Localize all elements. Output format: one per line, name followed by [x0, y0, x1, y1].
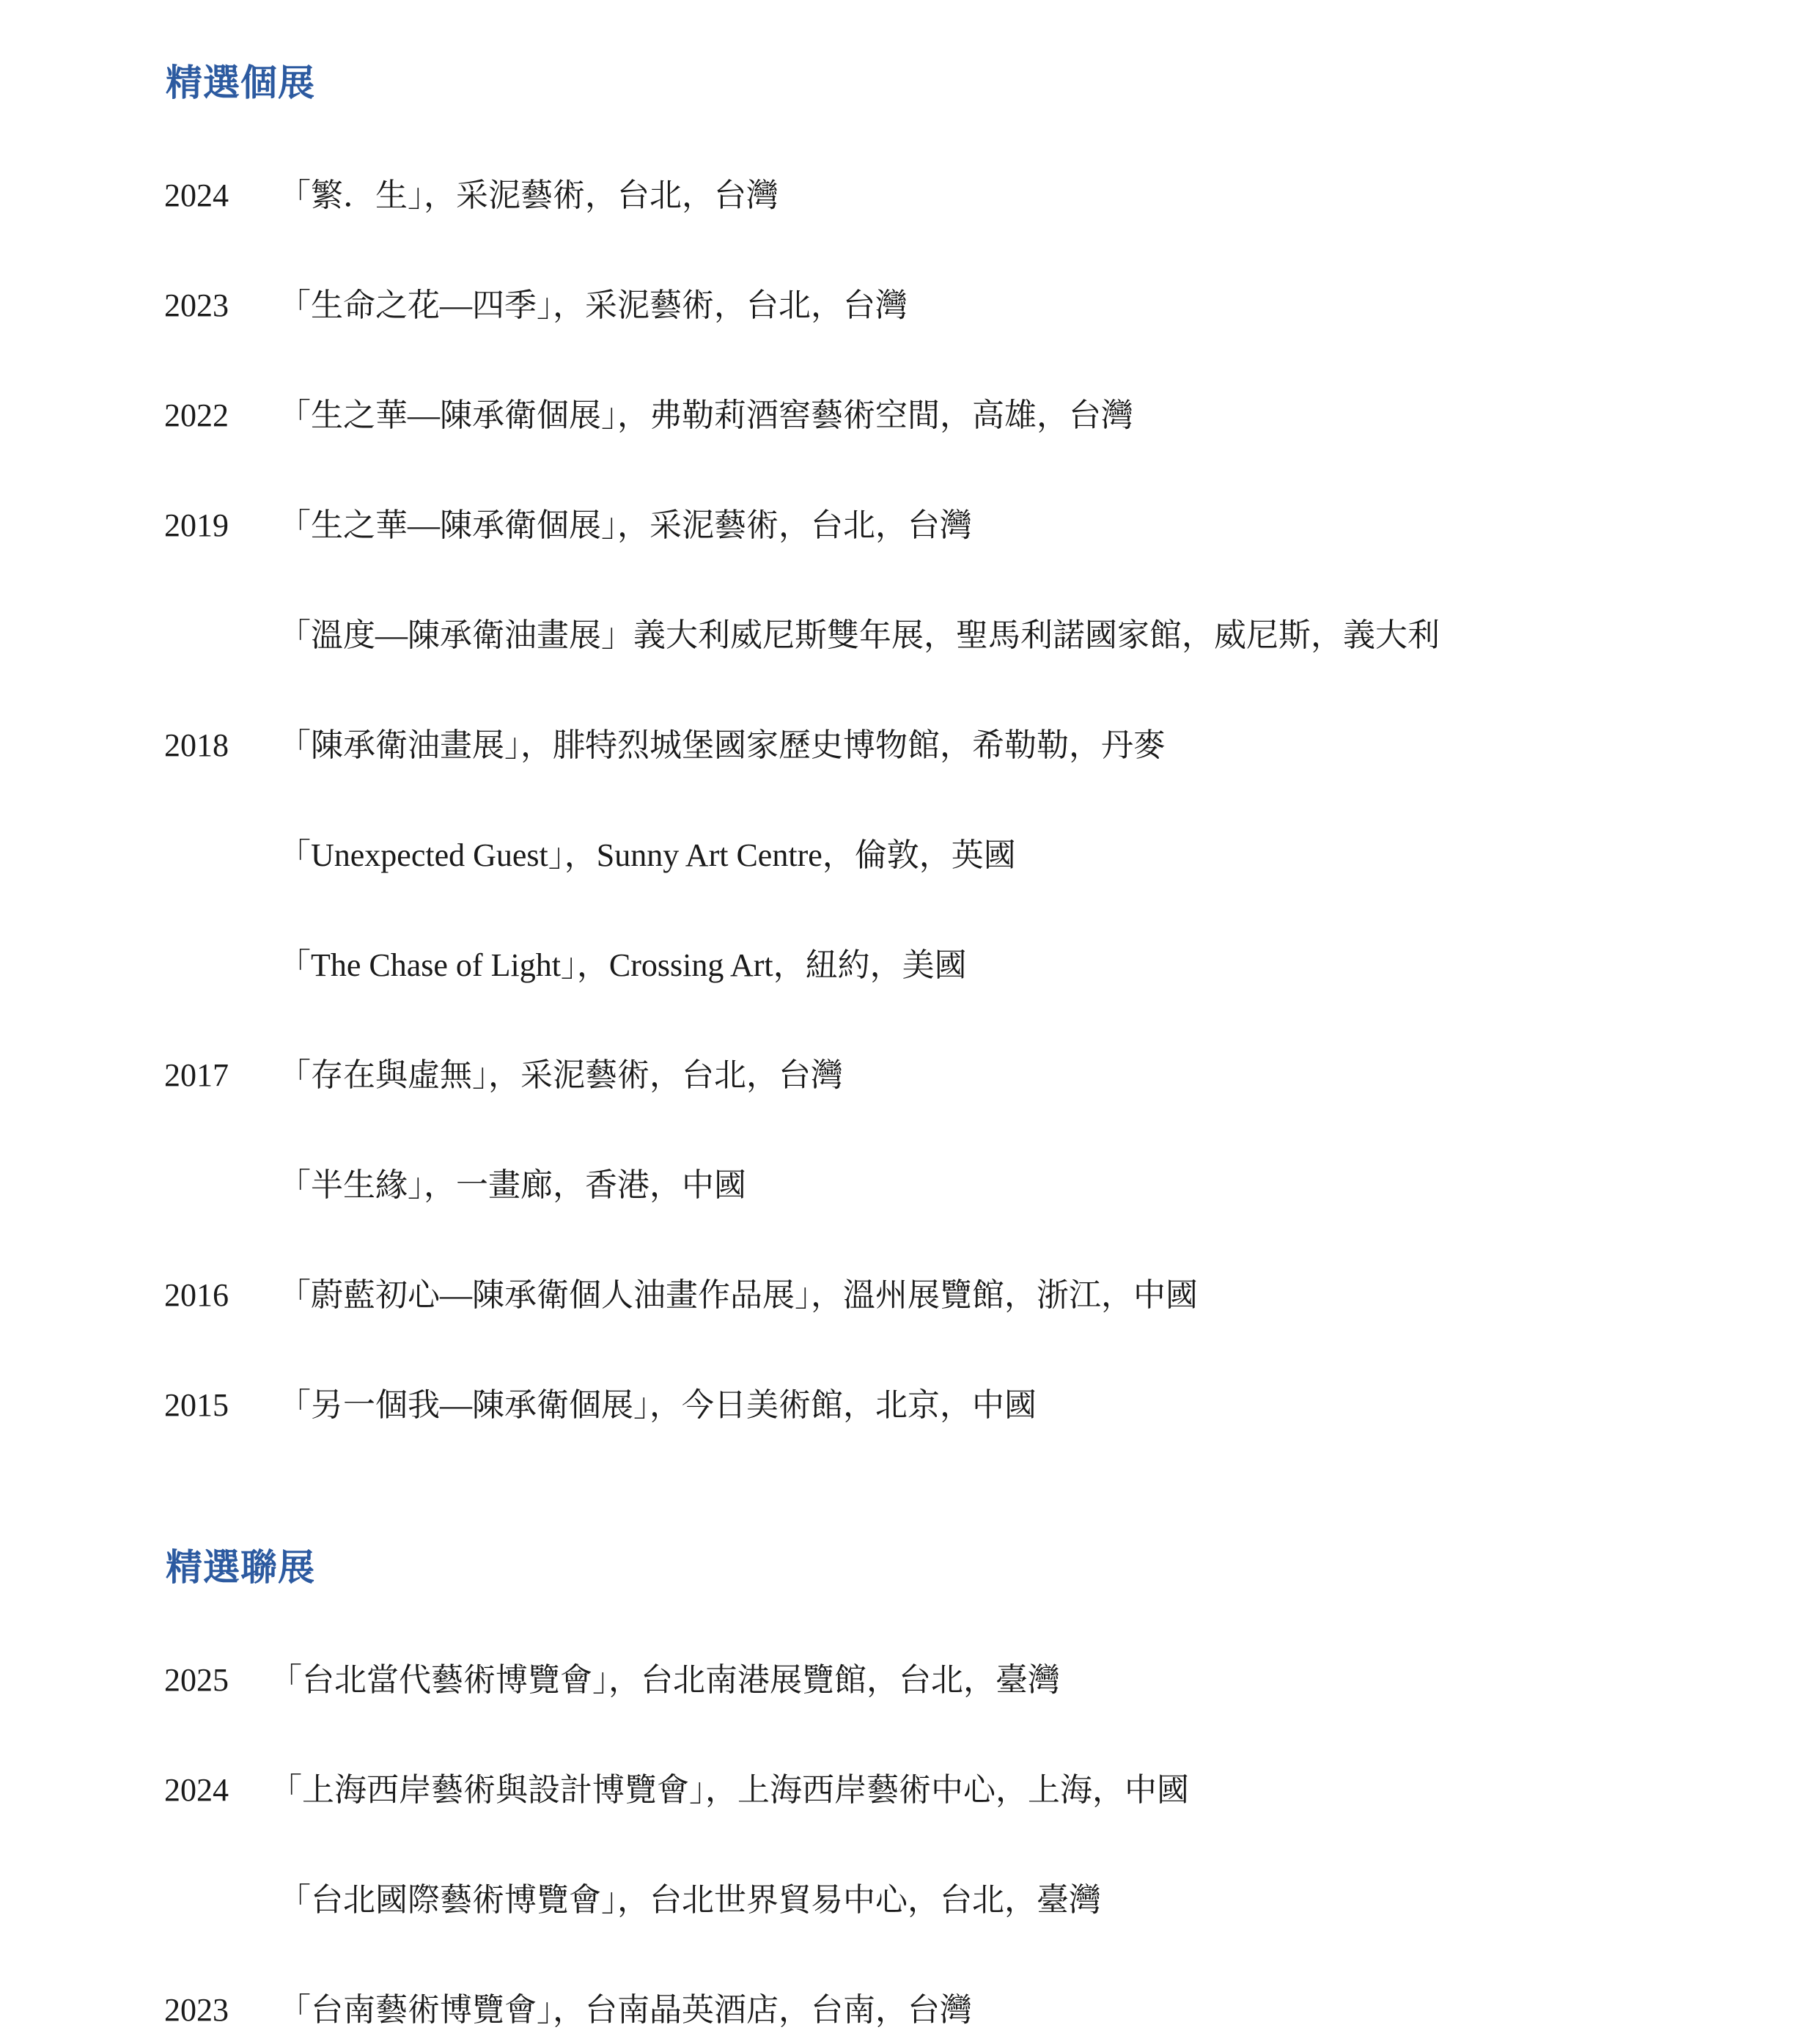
exhibition-description: 「生之華—陳承衛個展」，采泥藝術，台北，台灣 — [279, 507, 972, 543]
exhibition-year: 2022 — [164, 397, 229, 433]
exhibition-year: 2023 — [164, 1992, 229, 2028]
list-item — [0, 174, 1818, 218]
exhibition-year: 2024 — [164, 1772, 229, 1808]
list-item — [0, 944, 1818, 988]
exhibition-description: 「上海西岸藝術與設計博覽會」，上海西岸藝術中心，上海，中國 — [270, 1772, 1189, 1808]
exhibition-description: 「台南藝術博覽會」，台南晶英酒店，台南，台灣 — [279, 1992, 972, 2028]
solo-exhibitions-heading: 精選個展 — [166, 62, 315, 104]
list-item — [0, 834, 1818, 878]
list-item — [0, 724, 1818, 768]
list-item — [0, 1273, 1818, 1317]
exhibition-year: 2018 — [164, 727, 229, 763]
exhibition-description: 「台北國際藝術博覽會」，台北世界貿易中心，台北，臺灣 — [279, 1882, 1101, 1918]
list-item — [0, 1878, 1818, 1922]
list-item — [0, 1658, 1818, 1702]
exhibition-year: 2024 — [164, 177, 229, 213]
list-item — [0, 1163, 1818, 1207]
list-item — [0, 1988, 1818, 2032]
list-item — [0, 504, 1818, 548]
list-item — [0, 614, 1818, 658]
exhibition-year: 2015 — [164, 1387, 229, 1423]
exhibition-description: 「另一個我—陳承衛個展」，今日美術館，北京，中國 — [279, 1387, 1037, 1423]
exhibition-year: 2019 — [164, 507, 229, 543]
exhibition-description: 「台北當代藝術博覽會」，台北南港展覽館，台北，臺灣 — [270, 1662, 1060, 1698]
exhibition-year: 2025 — [164, 1662, 229, 1698]
exhibition-year: 2023 — [164, 287, 229, 323]
exhibition-description: 「繁．生」，采泥藝術，台北，台灣 — [279, 177, 779, 213]
exhibition-year: 2016 — [164, 1277, 229, 1313]
exhibition-description: 「溫度—陳承衛油畫展」義大利威尼斯雙年展，聖馬利諾國家館，威尼斯，義大利 — [279, 617, 1440, 653]
exhibition-description: 「蔚藍初心—陳承衛個人油畫作品展」，溫州展覽館，浙江，中國 — [279, 1277, 1198, 1313]
exhibition-description: 「生之華—陳承衛個展」，弗勒莉酒窖藝術空間，高雄，台灣 — [279, 397, 1133, 433]
list-item — [0, 1768, 1818, 1812]
exhibition-description: 「陳承衛油畫展」，腓特烈城堡國家歷史博物館，希勒勒，丹麥 — [279, 727, 1166, 763]
list-item — [0, 1054, 1818, 1098]
group-exhibitions-heading: 精選聯展 — [166, 1546, 315, 1589]
exhibition-description: 「The Chase of Light」，Crossing Art，紐約，美國 — [279, 947, 967, 983]
exhibition-year: 2017 — [164, 1057, 229, 1093]
exhibition-description: 「存在與虛無」，采泥藝術，台北，台灣 — [279, 1057, 843, 1093]
exhibition-description: 「生命之花—四季」，采泥藝術，台北，台灣 — [279, 287, 908, 323]
list-item — [0, 1383, 1818, 1427]
list-item — [0, 394, 1818, 438]
list-item — [0, 284, 1818, 328]
exhibition-description: 「半生緣」，一畫廊，香港，中國 — [279, 1167, 746, 1203]
exhibition-description: 「Unexpected Guest」，Sunny Art Centre，倫敦，英國 — [279, 837, 1016, 873]
